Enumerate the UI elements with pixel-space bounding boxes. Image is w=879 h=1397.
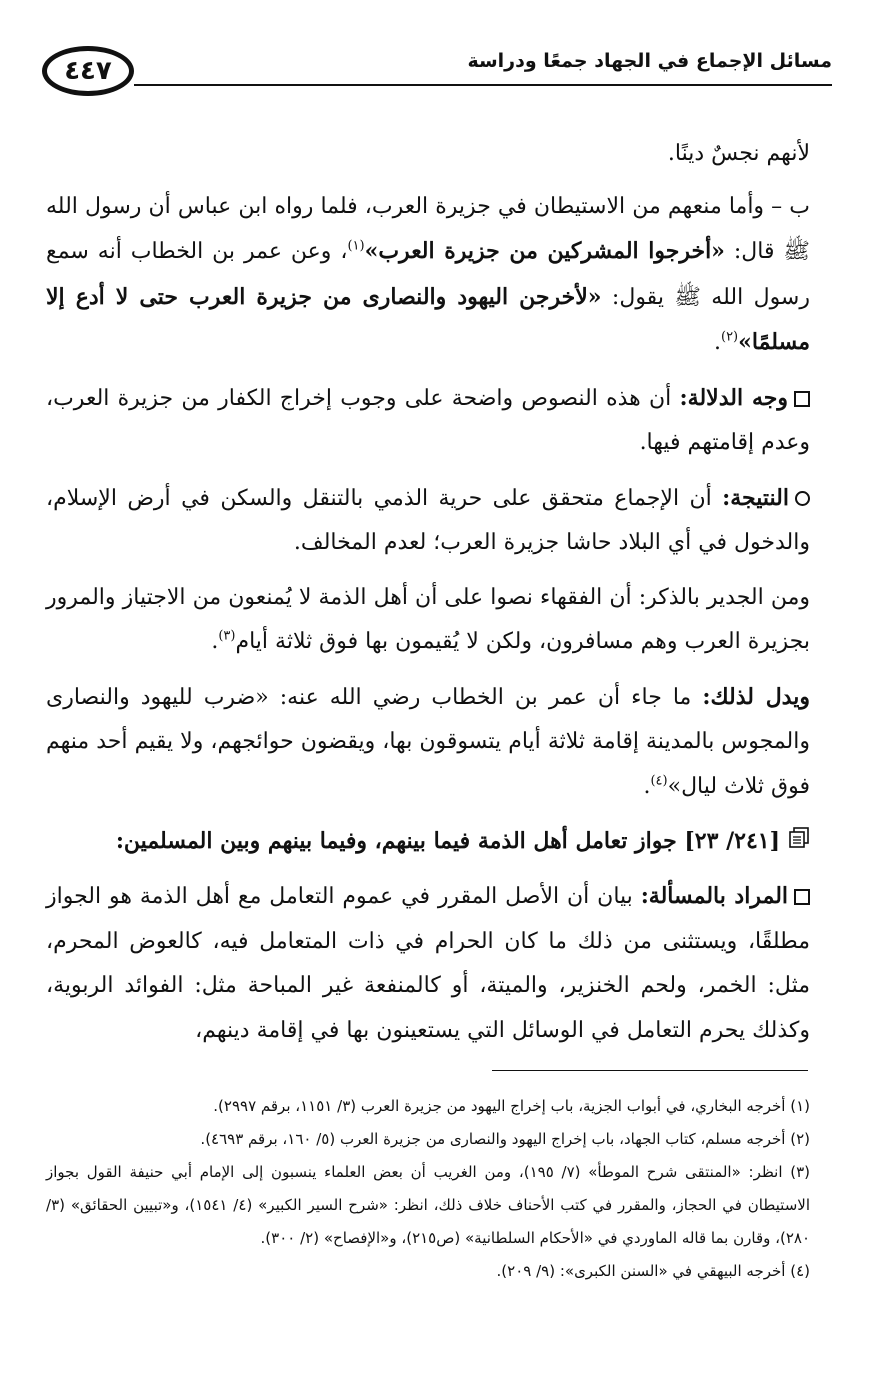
section-number: [٢٤١/ ٢٣] [684, 828, 780, 854]
hadith-quote-2: «لأخرجن اليهود والنصارى من جزيرة العرب حتى لا أدع إلا مسلمًا» [46, 283, 810, 355]
paragraph-2-end: . [713, 330, 721, 355]
circle-bullet-icon [795, 491, 810, 506]
square-bullet-icon [794, 889, 810, 905]
footnote-3: (٣) انظر: «المنتقى شرح الموطأ» (٧/ ١٩٥)، ومن الغريب أن بعض العلماء ينسبون إلى الإمام أبي حنيفة القول بجواز الاستيطان في الحجاز، والمقرر في كتب الأحناف خلاف ذلك، انظر: «شرح السير الكبير» (٤/ ١٥٤١)، و«تبيين الحقائق» (٣/ ٢٨٠)، وقارن بما قاله الماوردي في «الأحكام السلطانية» (ص٢١٥)، و«الإفصاح» (٢/ ٣٠٠). [46, 1163, 811, 1247]
paragraph-5-text: ومن الجدير بالذكر: أن الفقهاء نصوا على أن أهل الذمة لا يُمنعون من الاجتياز والمرور بجزيرة العرب وهم مسافرون، ولكن لا يُقيمون بها فوق ثلاثة أيام [46, 584, 810, 654]
paragraph-6 [46, 675, 810, 810]
page-header [42, 46, 832, 102]
section-title: جواز تعامل أهل الذمة فيما بينهم، وفيما بينهم وبين المسلمين: [115, 828, 685, 854]
meaning-text: بيان أن الأصل المقرر في عموم التعامل مع أهل الذمة هو الجواز مطلقًا، ويستثنى من ذلك ما كان الحرام في ذات المتعامل فيه، كالعوض المحرم، مثل: الخمر، ولحم الخنزير، والميتة، أو كالمنفعة غير المباحة مثل: الفوائد الربوية، وكذلك يحرم التعامل في الوسائل التي يستعينون بها في إقامة دينهم، [46, 884, 810, 1043]
paragraph-2-text-d: ، وعن عمر بن الخطاب أنه سمع رسول الله ﷺ يقول: [46, 239, 810, 310]
paragraph-2 [46, 185, 810, 366]
paragraph-7 [46, 874, 810, 1053]
paragraph-1: لأنهم نجسٌ دينًا. [667, 141, 810, 166]
paragraph-4 [46, 476, 810, 566]
footnote-ref-1: (١) [347, 238, 365, 254]
result-text: أن الإجماع متحقق على حرية الذمي بالتنقل والسكن في أرض الإسلام، والدخول في أي البلاد حاشا جزيرة العرب؛ لعدم المخالف. [46, 485, 810, 555]
footnote-4: (٤) أخرجه البيهقي في «السنن الكبرى»: (٩/ ٢٠٩). [496, 1262, 810, 1280]
documents-icon [788, 820, 810, 865]
paragraph-5-end: . [211, 629, 219, 654]
hadith-quote-1: «أخرجوا المشركين من جزيرة العرب» [364, 238, 725, 264]
paragraph-5 [46, 576, 810, 665]
footnote-ref-3: (٣) [218, 628, 236, 644]
paragraph-3 [46, 376, 810, 466]
footnote-1: (١) أخرجه البخاري، في أبواب الجزية، باب إخراج اليهود من جزيرة العرب (٣/ ١١٥١، برقم ٢٩٩٧). [213, 1097, 810, 1115]
paragraph-6-end: . [643, 773, 651, 799]
meaning-label: المراد بالمسألة: [640, 883, 789, 910]
header-rule [134, 84, 832, 86]
main-text [46, 132, 810, 1063]
proof-text: ما جاء أن عمر بن الخطاب رضي الله عنه: «ضرب لليهود والنصارى والمجوس بالمدينة إقامة ثلاثة أيام يتسوقون بها، ويقضون حوائجهم، ولا يقيم أحد منهم فوق ثلاث ليال» [46, 684, 810, 799]
result-label: النتيجة: [722, 484, 789, 511]
running-title: مسائل الإجماع في الجهاد جمعًا ودراسة [467, 50, 832, 72]
proof-label: ويدل لذلك: [702, 683, 810, 710]
square-bullet-icon [794, 391, 810, 407]
evidence-text: أن هذه النصوص واضحة على وجوب إخراج الكفار من جزيرة العرب، وعدم إقامتهم فيها. [46, 385, 810, 455]
page-number: ٤٤٧ [42, 46, 134, 96]
section-heading [46, 819, 810, 864]
footnote-ref-2: (٢) [720, 329, 739, 345]
footnotes [46, 1090, 810, 1288]
footnote-ref-4: (٤) [650, 773, 668, 789]
footnote-separator [492, 1070, 808, 1071]
evidence-label: وجه الدلالة: [679, 384, 788, 411]
footnote-2: (٢) أخرجه مسلم، كتاب الجهاد، باب إخراج اليهود والنصارى من جزيرة العرب (٥/ ١٦٠، برقم ٤٦٩٣). [200, 1130, 810, 1148]
paragraph-2-text-a: ب – وأما منعهم من الاستيطان في جزيرة العرب، فلما رواه ابن عباس أن رسول الله ﷺ قال: [46, 193, 811, 264]
